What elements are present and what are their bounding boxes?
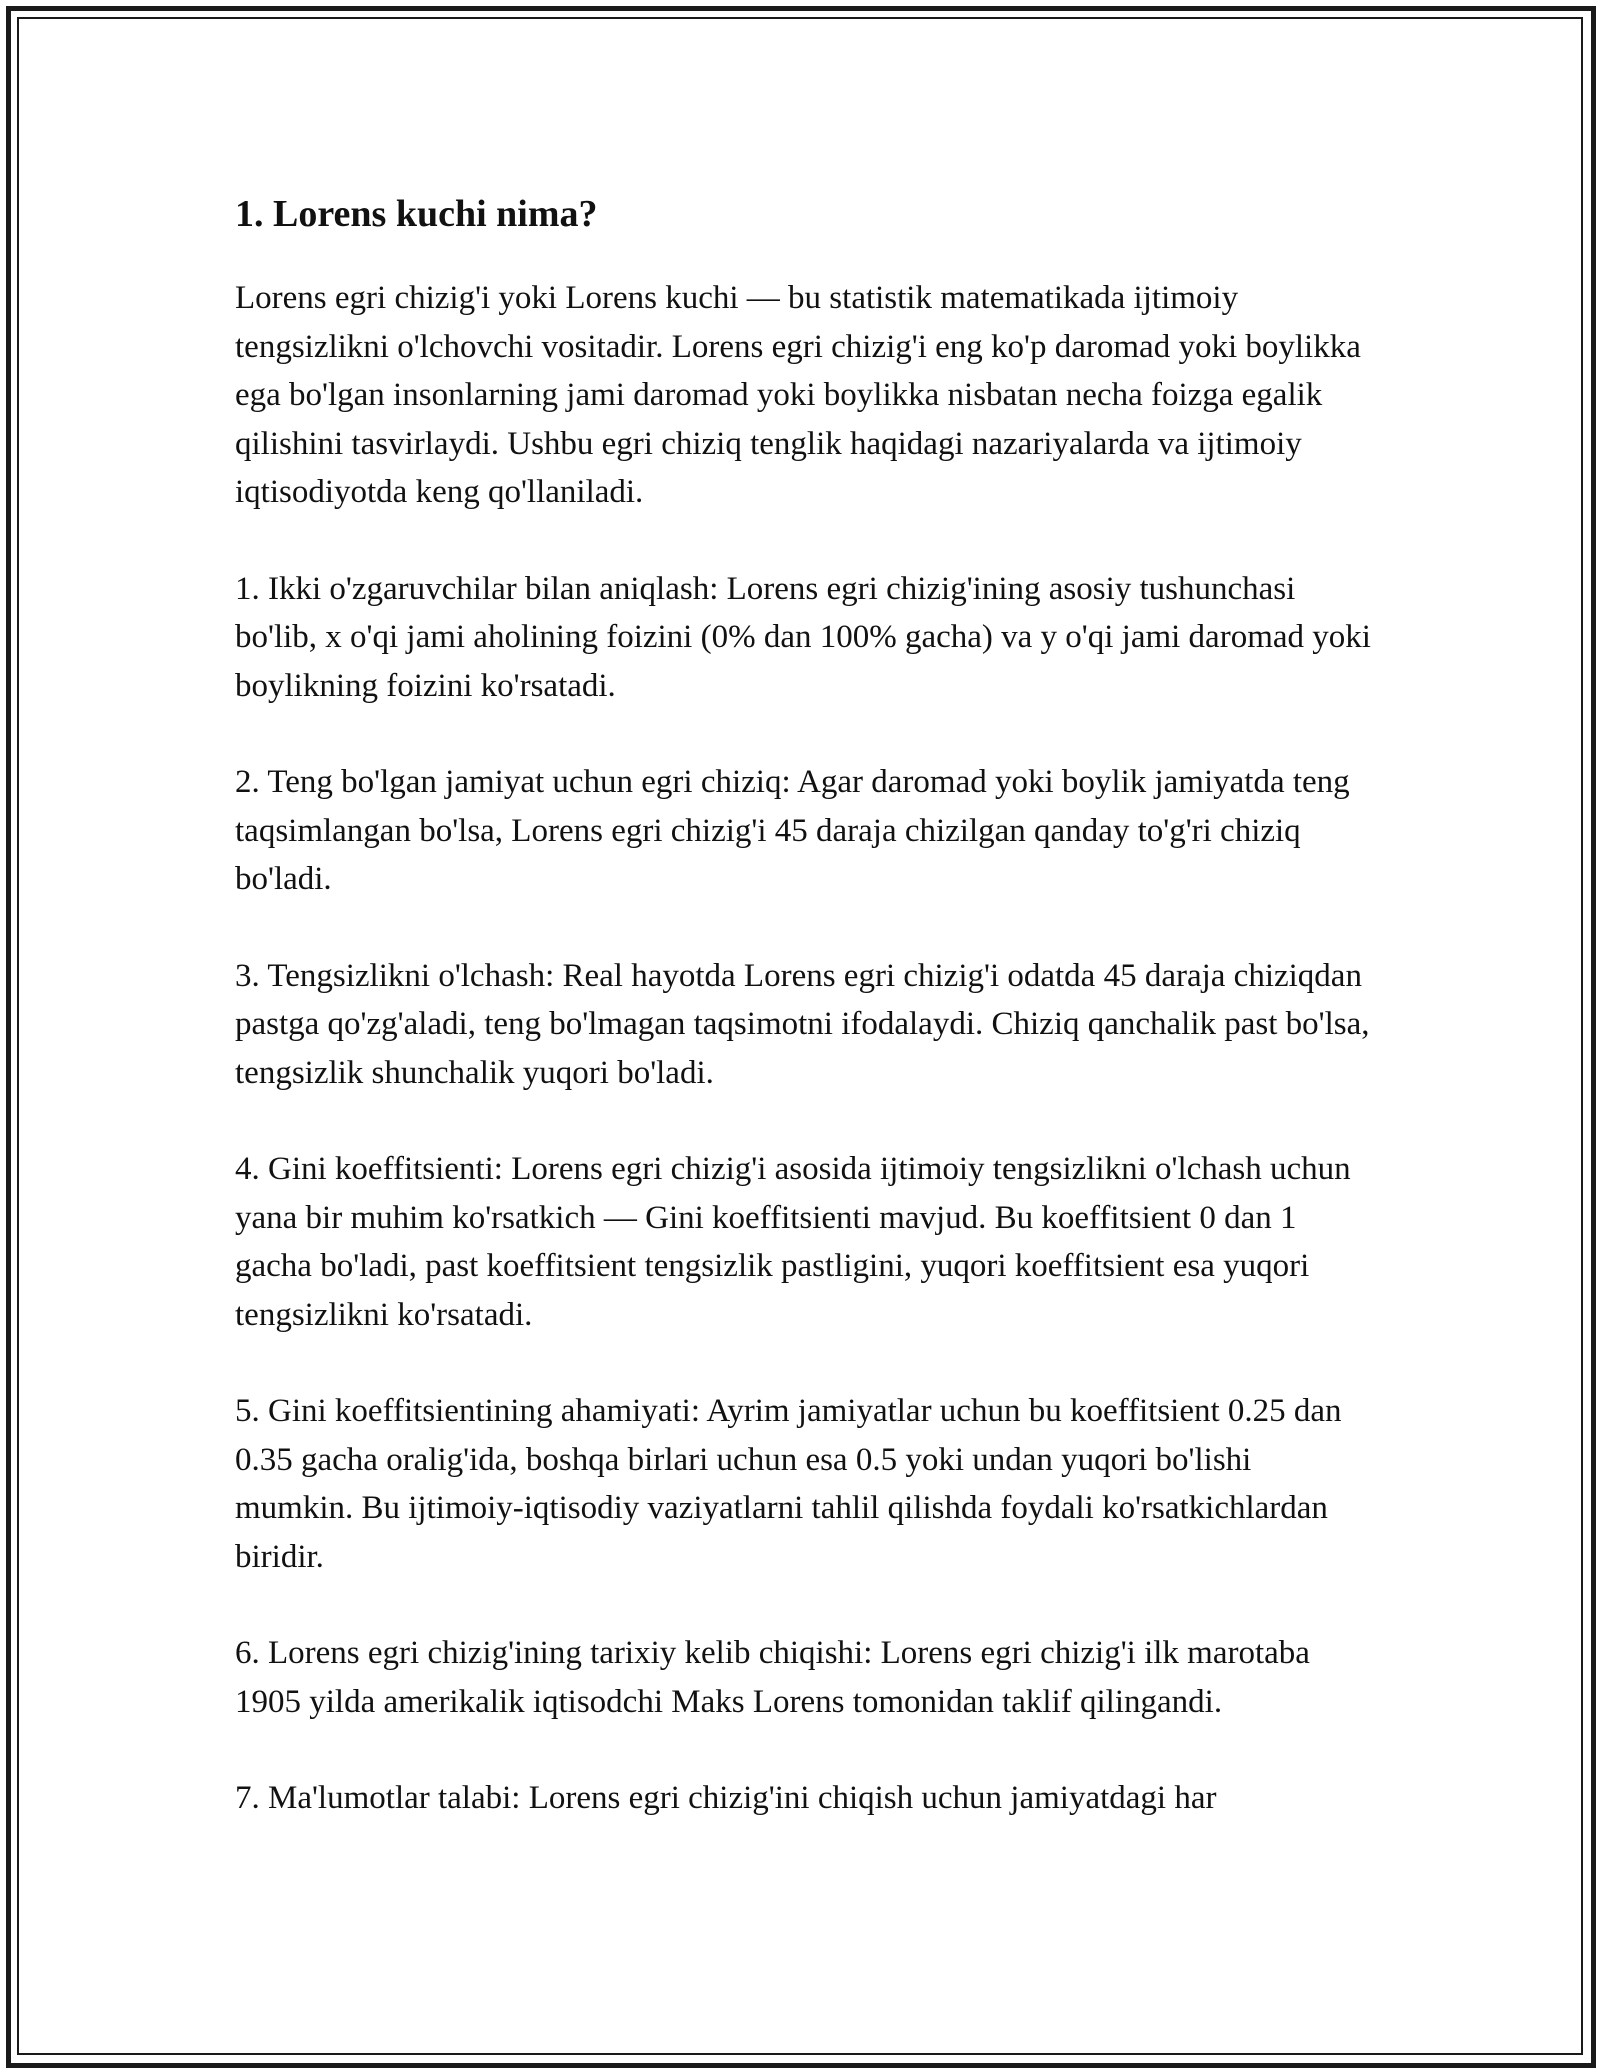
document-page: [235, 180, 1375, 1871]
list-item-3: 3. Tengsizlikni o'lchash: Real hayotda Lorens egri chizig'i odatda 45 daraja chiziqdan pastga qo'zg'aladi, teng bo'lmagan taqsimotni ifodalaydi. Chiziq qanchalik past bo'lsa, tengsizlik shunchalik yuqori bo'ladi.: [235, 957, 1370, 1091]
list-item-7: 7. Ma'lumotlar talabi: Lorens egri chizig'ini chiqish uchun jamiyatdagi har: [235, 1780, 1217, 1816]
intro-paragraph: Lorens egri chizig'i yoki Lorens kuchi — bu statistik matematikada ijtimoiy tengsizlikni o'lchovchi vositadir. Lorens egri chizig'i eng ko'p daromad yoki boylikka ega bo'lgan insonlarning jami daromad yoki boylikka nisbatan necha foizga egalik qilishini tasvirlaydi. Ushbu egri chiziq tenglik haqidagi nazariyalarda va ijtimoiy iqtisodiyotda keng qo'llaniladi.: [235, 280, 1361, 510]
list-item-6: 6. Lorens egri chizig'ining tarixiy kelib chiqishi: Lorens egri chizig'i ilk marotaba 1905 yilda amerikalik iqtisodchi Maks Lorens tomonidan taklif qilingandi.: [235, 1635, 1310, 1720]
list-item-1: 1. Ikki o'zgaruvchilar bilan aniqlash: Lorens egri chizig'ining asosiy tushunchasi bo'lib, x o'qi jami aholining foizini (0% dan 100% gacha) va y o'qi jami daromad yoki boylikning foizini ko'rsatadi.: [235, 570, 1371, 704]
list-item-4: 4. Gini koeffitsienti: Lorens egri chizig'i asosida ijtimoiy tengsizlikni o'lchash uchun yana bir muhim ko'rsatkich — Gini koeffitsienti mavjud. Bu koeffitsient 0 dan 1 gacha bo'ladi, past koeffitsient tengsizlik pastligini, yuqori koeffitsient esa yuqori tengsizlikni ko'rsatadi.: [235, 1151, 1351, 1333]
list-item-2: 2. Teng bo'lgan jamiyat uchun egri chiziq: Agar daromad yoki boylik jamiyatda teng taqsimlangan bo'lsa, Lorens egri chizig'i 45 daraja chizilgan qanday to'g'ri chiziq bo'ladi.: [235, 764, 1350, 897]
list-item-5: 5. Gini koeffitsientining ahamiyati: Ayrim jamiyatlar uchun bu koeffitsient 0.25 dan 0.35 gacha oralig'ida, boshqa birlari uchun esa 0.5 yoki undan yuqori bo'lishi mumkin. Bu ijtimoiy-iqtisodiy vaziyatlarni tahlil qilishda foydali ko'rsatkichlardan biridir.: [235, 1393, 1342, 1575]
document-heading: 1. Lorens kuchi nima?: [235, 193, 598, 235]
